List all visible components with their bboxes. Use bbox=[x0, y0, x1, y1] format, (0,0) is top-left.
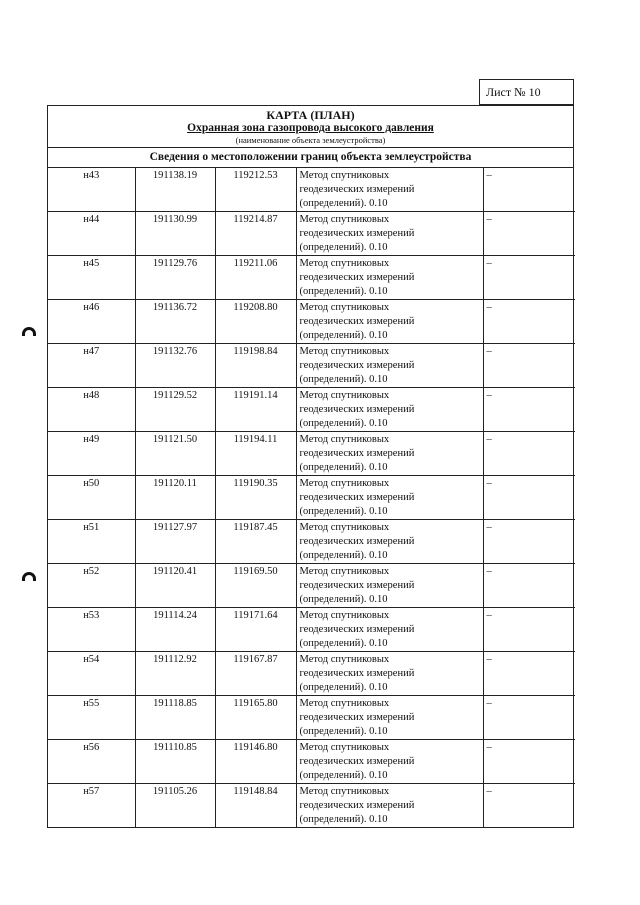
document-frame bbox=[47, 105, 574, 828]
table-row bbox=[48, 432, 575, 476]
method-line: геодезических измерений bbox=[299, 756, 415, 767]
section-title: Сведения о местоположении границ объекта землеустройства bbox=[48, 148, 573, 168]
extra-cell: – bbox=[483, 520, 575, 564]
document-header bbox=[48, 106, 573, 148]
extra-cell: – bbox=[483, 300, 575, 344]
coordinate-y-cell: 119191.14 bbox=[215, 388, 296, 432]
document-title: КАРТА (ПЛАН) bbox=[266, 108, 355, 122]
table-row bbox=[48, 564, 575, 608]
table-row bbox=[48, 212, 575, 256]
extra-cell: – bbox=[483, 256, 575, 300]
table-row bbox=[48, 652, 575, 696]
coordinate-y-cell: 119169.50 bbox=[215, 564, 296, 608]
method-line: геодезических измерений bbox=[299, 316, 415, 327]
point-id-cell: н51 bbox=[48, 520, 135, 564]
coordinate-x-cell: 191121.50 bbox=[135, 432, 215, 476]
table-row bbox=[48, 784, 575, 828]
method-line: (определений). 0.10 bbox=[299, 374, 388, 385]
method-cell bbox=[296, 696, 483, 740]
extra-cell: – bbox=[483, 652, 575, 696]
method-cell bbox=[296, 256, 483, 300]
method-line: Метод спутниковых bbox=[299, 302, 390, 313]
table-row bbox=[48, 344, 575, 388]
method-cell bbox=[296, 652, 483, 696]
method-line: Метод спутниковых bbox=[299, 786, 390, 797]
method-cell bbox=[296, 432, 483, 476]
method-line: (определений). 0.10 bbox=[299, 638, 388, 649]
method-line: геодезических измерений bbox=[299, 184, 415, 195]
coordinate-y-cell: 119208.80 bbox=[215, 300, 296, 344]
method-cell bbox=[296, 388, 483, 432]
method-line: (определений). 0.10 bbox=[299, 770, 388, 781]
object-name-caption: (наименование объекта землеустройства) bbox=[235, 135, 386, 145]
method-line: геодезических измерений bbox=[299, 360, 415, 371]
coordinate-x-cell: 191132.76 bbox=[135, 344, 215, 388]
extra-cell: – bbox=[483, 388, 575, 432]
point-id-cell: н48 bbox=[48, 388, 135, 432]
point-id-cell: н54 bbox=[48, 652, 135, 696]
point-id-cell: н49 bbox=[48, 432, 135, 476]
coordinate-y-cell: 119146.80 bbox=[215, 740, 296, 784]
coordinate-x-cell: 191110.85 bbox=[135, 740, 215, 784]
method-line: Метод спутниковых bbox=[299, 654, 390, 665]
method-line: Метод спутниковых bbox=[299, 434, 390, 445]
table-row bbox=[48, 388, 575, 432]
extra-cell: – bbox=[483, 168, 575, 212]
coordinate-y-cell: 119214.87 bbox=[215, 212, 296, 256]
method-line: (определений). 0.10 bbox=[299, 814, 388, 825]
method-cell bbox=[296, 608, 483, 652]
method-line: геодезических измерений bbox=[299, 624, 415, 635]
coordinate-x-cell: 191136.72 bbox=[135, 300, 215, 344]
point-id-cell: н43 bbox=[48, 168, 135, 212]
coordinate-y-cell: 119198.84 bbox=[215, 344, 296, 388]
method-line: Метод спутниковых bbox=[299, 742, 390, 753]
coordinate-x-cell: 191120.11 bbox=[135, 476, 215, 520]
method-cell bbox=[296, 520, 483, 564]
point-id-cell: н52 bbox=[48, 564, 135, 608]
point-id-cell: н50 bbox=[48, 476, 135, 520]
method-line: Метод спутниковых bbox=[299, 258, 390, 269]
coordinate-y-cell: 119148.84 bbox=[215, 784, 296, 828]
method-line: геодезических измерений bbox=[299, 228, 415, 239]
table-row bbox=[48, 476, 575, 520]
coordinate-y-cell: 119211.06 bbox=[215, 256, 296, 300]
extra-cell: – bbox=[483, 212, 575, 256]
point-id-cell: н44 bbox=[48, 212, 135, 256]
point-id-cell: н53 bbox=[48, 608, 135, 652]
method-line: Метод спутниковых bbox=[299, 698, 390, 709]
method-line: геодезических измерений bbox=[299, 448, 415, 459]
method-line: Метод спутниковых bbox=[299, 478, 390, 489]
method-line: геодезических измерений bbox=[299, 536, 415, 547]
method-line: геодезических измерений bbox=[299, 272, 415, 283]
extra-cell: – bbox=[483, 476, 575, 520]
extra-cell: – bbox=[483, 432, 575, 476]
method-line: (определений). 0.10 bbox=[299, 330, 388, 341]
extra-cell: – bbox=[483, 740, 575, 784]
method-line: (определений). 0.10 bbox=[299, 462, 388, 473]
extra-cell: – bbox=[483, 608, 575, 652]
method-line: Метод спутниковых bbox=[299, 522, 390, 533]
method-line: (определений). 0.10 bbox=[299, 506, 388, 517]
extra-cell: – bbox=[483, 344, 575, 388]
method-cell bbox=[296, 300, 483, 344]
coordinate-x-cell: 191114.24 bbox=[135, 608, 215, 652]
object-name: Охранная зона газопровода высокого давления bbox=[187, 122, 434, 134]
method-line: Метод спутниковых bbox=[299, 346, 390, 357]
method-line: геодезических измерений bbox=[299, 580, 415, 591]
table-row bbox=[48, 300, 575, 344]
method-line: Метод спутниковых bbox=[299, 214, 390, 225]
coordinate-x-cell: 191127.97 bbox=[135, 520, 215, 564]
method-line: (определений). 0.10 bbox=[299, 594, 388, 605]
binder-hole-mark-bottom bbox=[22, 572, 36, 581]
coordinate-y-cell: 119187.45 bbox=[215, 520, 296, 564]
coordinate-x-cell: 191129.52 bbox=[135, 388, 215, 432]
coordinate-y-cell: 119165.80 bbox=[215, 696, 296, 740]
table-row bbox=[48, 696, 575, 740]
method-line: Метод спутниковых bbox=[299, 566, 390, 577]
coordinate-y-cell: 119190.35 bbox=[215, 476, 296, 520]
method-line: геодезических измерений bbox=[299, 668, 415, 679]
method-cell bbox=[296, 476, 483, 520]
method-cell bbox=[296, 564, 483, 608]
table-row bbox=[48, 256, 575, 300]
method-cell bbox=[296, 168, 483, 212]
point-id-cell: н46 bbox=[48, 300, 135, 344]
method-cell bbox=[296, 344, 483, 388]
method-line: (определений). 0.10 bbox=[299, 418, 388, 429]
coordinate-y-cell: 119167.87 bbox=[215, 652, 296, 696]
sheet-number: Лист № 10 bbox=[479, 79, 574, 105]
extra-cell: – bbox=[486, 786, 492, 797]
method-cell bbox=[296, 212, 483, 256]
coordinate-x-cell: 191120.41 bbox=[135, 564, 215, 608]
method-line: (определений). 0.10 bbox=[299, 286, 388, 297]
point-id-cell: н45 bbox=[48, 256, 135, 300]
coordinate-y-cell: 119212.53 bbox=[215, 168, 296, 212]
method-line: (определений). 0.10 bbox=[299, 726, 388, 737]
coordinate-y-cell: 119171.64 bbox=[215, 608, 296, 652]
extra-cell: – bbox=[483, 696, 575, 740]
method-line: геодезических измерений bbox=[299, 404, 415, 415]
method-cell bbox=[296, 740, 483, 784]
method-line: Метод спутниковых bbox=[299, 390, 390, 401]
coordinate-x-cell: 191129.76 bbox=[135, 256, 215, 300]
method-line: (определений). 0.10 bbox=[299, 682, 388, 693]
method-cell bbox=[296, 784, 483, 828]
method-line: (определений). 0.10 bbox=[299, 198, 388, 209]
coordinate-x-cell: 191138.19 bbox=[135, 168, 215, 212]
method-line: (определений). 0.10 bbox=[299, 550, 388, 561]
point-id-cell: н57 bbox=[48, 784, 135, 828]
method-line: геодезических измерений bbox=[299, 712, 415, 723]
coordinate-y-cell: 119194.11 bbox=[215, 432, 296, 476]
boundary-points-table bbox=[48, 168, 575, 827]
table-row bbox=[48, 520, 575, 564]
binder-hole-mark-top bbox=[22, 327, 36, 336]
coordinate-x-cell: 191118.85 bbox=[135, 696, 215, 740]
method-line: Метод спутниковых bbox=[299, 170, 390, 181]
point-id-cell: н47 bbox=[48, 344, 135, 388]
table-row bbox=[48, 740, 575, 784]
table-row bbox=[48, 168, 575, 212]
method-line: (определений). 0.10 bbox=[299, 242, 388, 253]
coordinate-x-cell: 191130.99 bbox=[135, 212, 215, 256]
point-id-cell: н55 bbox=[48, 696, 135, 740]
method-line: геодезических измерений bbox=[299, 800, 415, 811]
table-row bbox=[48, 608, 575, 652]
point-id-cell: н56 bbox=[48, 740, 135, 784]
coordinate-x-cell: 191105.26 bbox=[135, 784, 215, 828]
method-line: геодезических измерений bbox=[299, 492, 415, 503]
extra-cell: – bbox=[483, 564, 575, 608]
method-line: Метод спутниковых bbox=[299, 610, 390, 621]
coordinate-x-cell: 191112.92 bbox=[135, 652, 215, 696]
